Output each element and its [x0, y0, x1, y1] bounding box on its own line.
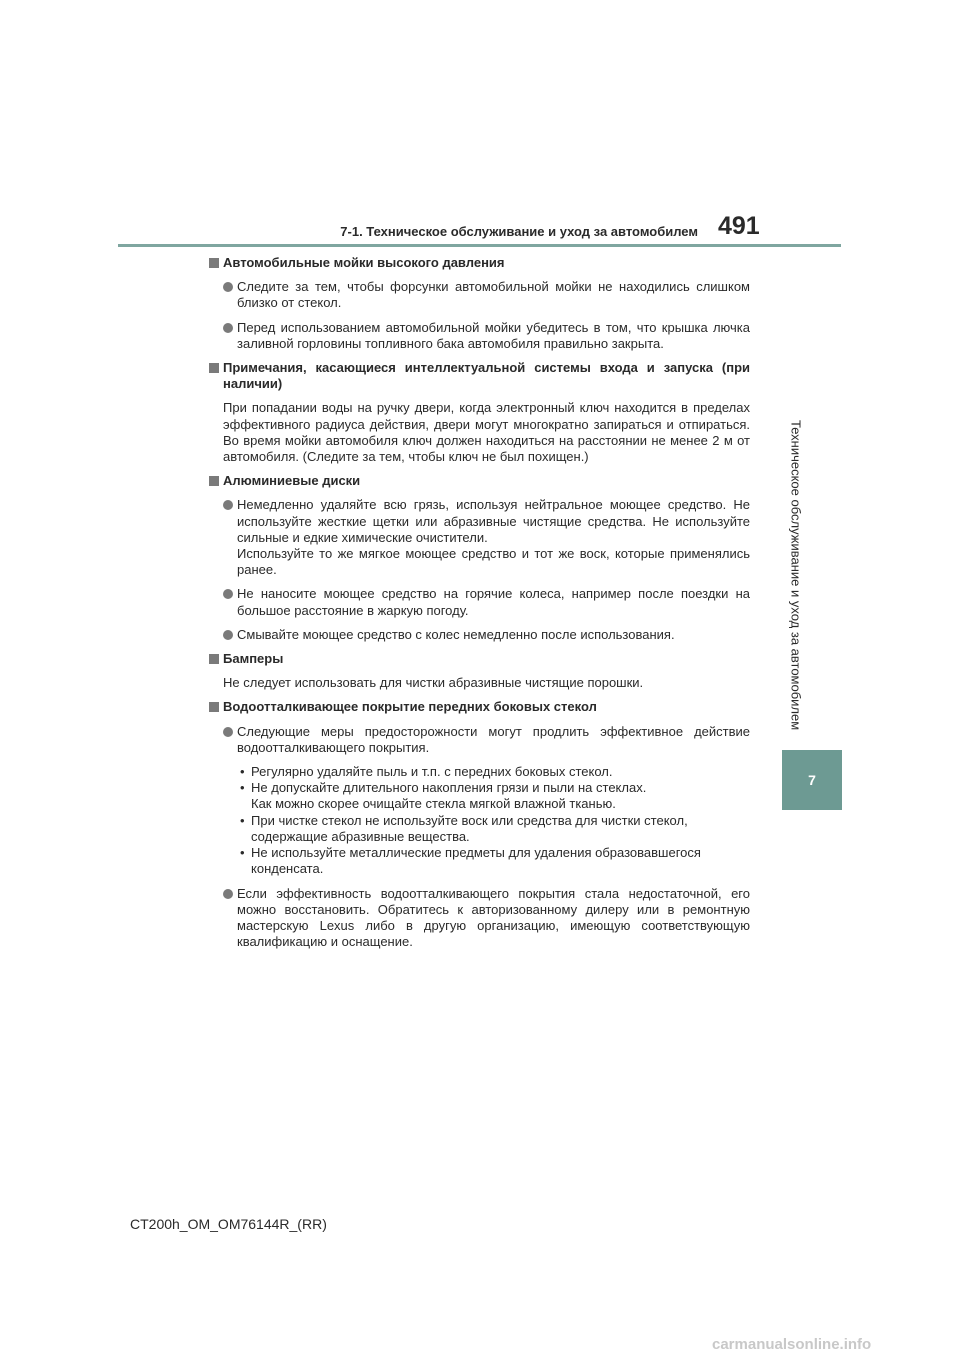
bullet-item: Следите за тем, чтобы форсунки автомобильной мойки не находились слишком близко от стекол. — [209, 279, 750, 311]
square-bullet-icon — [209, 702, 219, 712]
page-number: 491 — [718, 212, 760, 240]
section-heading: Автомобильные мойки высокого давления — [209, 255, 750, 271]
section-heading: Алюминиевые диски — [209, 473, 750, 489]
bullet-item: Перед использованием автомобильной мойки убедитесь в том, что крышка лючка заливной горловины топливного бака автомобиля правильно закрыта. — [209, 320, 750, 352]
bullet-item: Не наносите моющее средство на горячие колеса, например после поездки на большое расстояние в жаркую погоду. — [209, 586, 750, 618]
section-title: 7-1. Техническое обслуживание и уход за автомобилем — [340, 224, 698, 239]
square-bullet-icon — [209, 654, 219, 664]
list-item: • При чистке стекол не используйте воск или средства для чистки стекол, содержащие абразивные вещества. — [240, 812, 688, 844]
circle-bullet-icon — [223, 727, 233, 737]
square-bullet-icon — [209, 476, 219, 486]
main-content — [209, 255, 750, 950]
watermark: carmanualsonline.info — [712, 1336, 872, 1353]
header-divider — [118, 244, 841, 247]
dot-marker-icon: • — [240, 764, 245, 780]
list-item: • Не допускайте длительного накопления грязи и пыли на стеклах. Как можно скорее очищайте стекла мягкой влажной тканью. — [240, 780, 647, 812]
sub-list — [209, 764, 750, 877]
dot-marker-icon: • — [240, 812, 245, 828]
dot-marker-icon: • — [240, 780, 245, 796]
chapter-tab: 7 — [782, 750, 842, 810]
bullet-item: Если эффективность водоотталкивающего покрытия стала недостаточной, его можно восстановить. Обратитесь к авторизованному дилеру или в ремонтную мастерскую Lexus либо в другую организацию, имеющую соответствующую квалификацию и оснащение. — [209, 886, 750, 951]
paragraph: Не следует использовать для чистки абразивные чистящие порошки. — [223, 675, 644, 691]
circle-bullet-icon — [223, 589, 233, 599]
circle-bullet-icon — [223, 500, 233, 510]
section-heading: Примечания, касающиеся интеллектуальной системы входа и запуска (при наличии) — [209, 360, 750, 392]
bullet-item: Немедленно удаляйте всю грязь, используя нейтральное моющее средство. Не используйте жесткие щетки или абразивные чистящие средства. Не используйте сильные и едкие химические очистители. Используйте то же мягкое моющее средство и тот же воск, которые применялись ранее. — [209, 497, 750, 578]
dot-marker-icon: • — [240, 845, 245, 861]
section-heading: Водоотталкивающее покрытие передних боковых стекол — [209, 699, 750, 715]
circle-bullet-icon — [223, 889, 233, 899]
circle-bullet-icon — [223, 323, 233, 333]
document-code: CT200h_OM_OM76144R_(RR) — [130, 1216, 327, 1232]
page-header — [0, 0, 960, 250]
section-heading: Бамперы — [209, 651, 750, 667]
bullet-item: Следующие меры предосторожности могут продлить эффективное действие водоотталкивающего покрытия. — [209, 724, 750, 756]
bullet-item: Смывайте моющее средство с колес немедленно после использования. — [209, 627, 750, 643]
list-item: • Не используйте металлические предметы для удаления образовавшегося конденсата. — [240, 845, 701, 877]
circle-bullet-icon — [223, 282, 233, 292]
square-bullet-icon — [209, 363, 219, 373]
circle-bullet-icon — [223, 630, 233, 640]
square-bullet-icon — [209, 258, 219, 268]
paragraph: При попадании воды на ручку двери, когда электронный ключ находится в пределах эффективного радиуса действия, двери могут многократно запираться и отпираться. Во время мойки автомобиля ключ должен находиться на расстоянии не менее 2 м от автомобиля. (Следите за тем, чтобы ключ не был похищен.) — [223, 400, 750, 465]
side-tab-label: Техническое обслуживание и уход за автомобилем — [788, 420, 804, 731]
list-item: • Регулярно удаляйте пыль и т.п. с передних боковых стекол. — [240, 764, 613, 780]
